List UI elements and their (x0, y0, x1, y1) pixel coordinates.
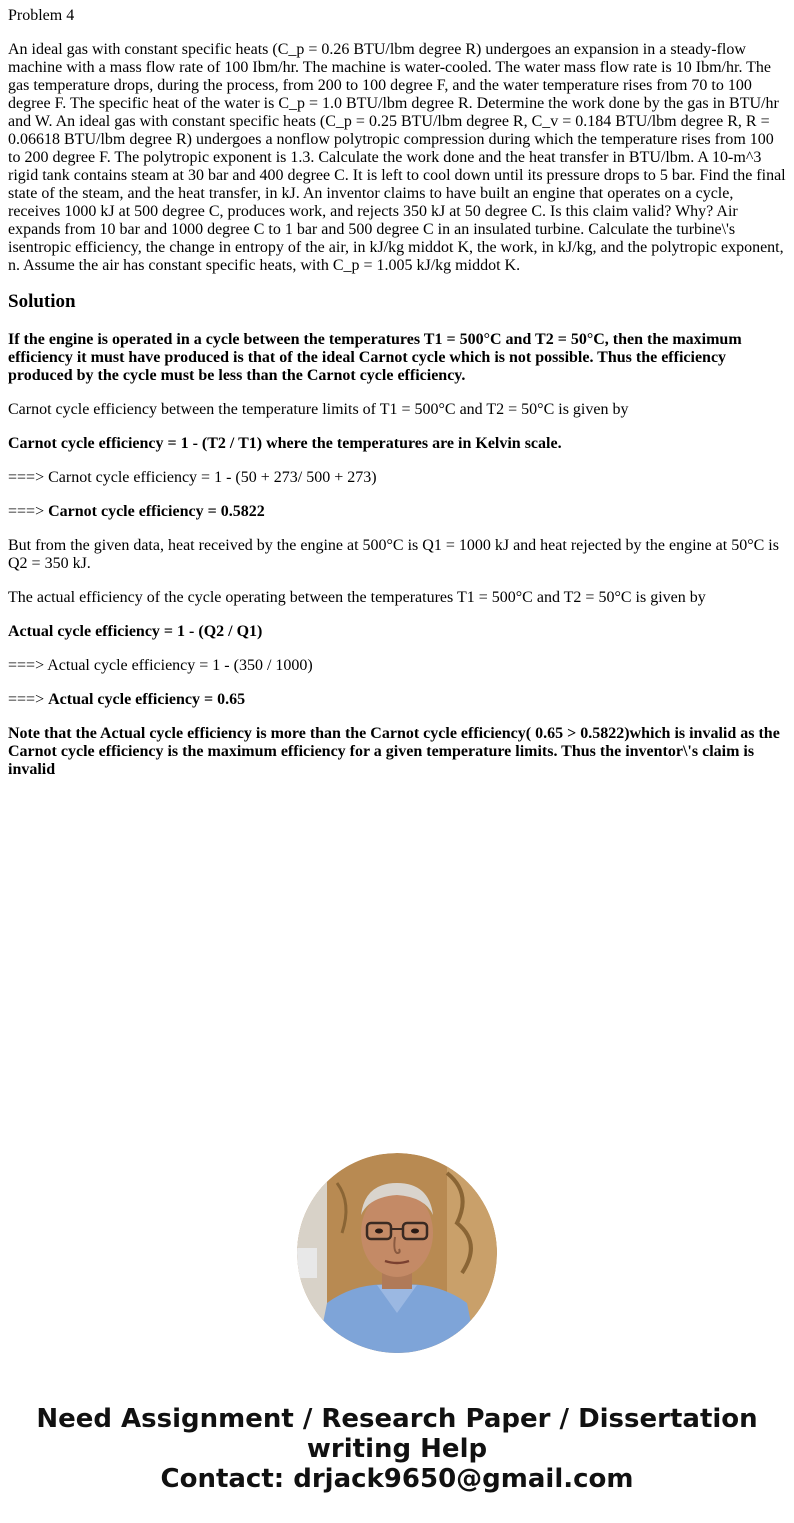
actual-formula: Actual cycle efficiency = 1 - (Q2 / Q1) (8, 623, 263, 640)
document-content (8, 7, 788, 795)
carnot-result: Carnot cycle efficiency = 0.5822 (48, 503, 265, 520)
problem-title: Problem 4 (8, 7, 75, 24)
carnot-intro: Carnot cycle efficiency between the temperature limits of T1 = 500°C and T2 = 50°C is given by (8, 401, 629, 418)
actual-calculation: ===> Actual cycle efficiency = 1 - (350 / 1000) (8, 657, 313, 674)
solution-heading: Solution (8, 291, 76, 312)
carnot-result-line (8, 503, 788, 521)
banner-line-2: writing Help (306, 1434, 488, 1464)
carnot-calculation: ===> Carnot cycle efficiency = 1 - (50 + 273/ 500 + 273) (8, 469, 377, 486)
author-portrait-icon (297, 1153, 497, 1353)
actual-intro: The actual efficiency of the cycle operating between the temperatures T1 = 500°C and T2 = 50°C is given by (8, 589, 706, 606)
help-banner (0, 1404, 794, 1494)
carnot-result-prefix: ===> (8, 503, 49, 520)
solution-intro: If the engine is operated in a cycle between the temperatures T1 = 500°C and T2 = 50°C, then the maximum efficiency it must have produced is that of the ideal Carnot cycle which is not possible. Thus the efficiency produced by the cycle must be less than the Carnot cycle efficiency. (8, 331, 742, 384)
banner-line-1: Need Assignment / Research Paper / Dissertation (36, 1404, 758, 1434)
author-photo (297, 1153, 497, 1353)
given-data: But from the given data, heat received by the engine at 500°C is Q1 = 1000 kJ and heat rejected by the engine at 50°C is Q2 = 350 kJ. (8, 537, 779, 572)
carnot-formula: Carnot cycle efficiency = 1 - (T2 / T1) where the temperatures are in Kelvin scale. (8, 435, 562, 452)
problem-text: An ideal gas with constant specific heats (C_p = 0.26 BTU/lbm degree R) undergoes an expansion in a steady-flow machine with a mass flow rate of 100 Ibm/hr. The machine is water-cooled. The water mass flow rate is 10 Ibm/hr. The gas temperature drops, during the process, from 200 to 100 degree F, and the water temperature rises from 70 to 100 degree F. The specific heat of the water is C_p = 1.0 BTU/lbm degree R. Determine the work done by the gas in BTU/hr and W. An ideal gas with constant specific heats (C_p = 0.25 BTU/lbm degree R, C_v = 0.184 BTU/lbm degree R, R = 0.06618 BTU/lbm degree R) undergoes a nonflow polytropic compression during which the temperature rises from 100 to 200 degree F. The polytropic exponent is 1.3. Calculate the work done and the heat transfer in BTU/lbm. A 10-m^3 rigid tank contains steam at 30 bar and 400 degree C. It is left to cool down until its pressure drops to 5 bar. Find the final state of the steam, and the heat transfer, in kJ. An inventor claims to have built an engine that operates on a cycle, receives 1000 kJ at 500 degree C, produces work, and rejects 350 kJ at 50 degree C. Is this claim valid? Why? Air expands from 10 bar and 1000 degree C to 1 bar and 500 degree C in an insulated turbine. Calculate the turbine\'s isentropic efficiency, the change in entropy of the air, in kJ/kg middot K, the work, in kJ/kg, and the polytropic exponent, n. Assume the air has constant specific heats, with C_p = 1.005 kJ/kg middot K. (8, 41, 786, 274)
conclusion: Note that the Actual cycle efficiency is more than the Carnot cycle efficiency( 0.65 > 0.5822)which is invalid as the Carnot cycle efficiency is the maximum efficiency for a given temperature limits. Thus the inventor\'s claim is invalid (8, 725, 780, 778)
banner-contact[interactable]: Contact: drjack9650@gmail.com (160, 1464, 634, 1494)
actual-result: Actual cycle efficiency = 0.65 (48, 691, 246, 708)
actual-result-line (8, 691, 788, 709)
actual-result-prefix: ===> (8, 691, 49, 708)
